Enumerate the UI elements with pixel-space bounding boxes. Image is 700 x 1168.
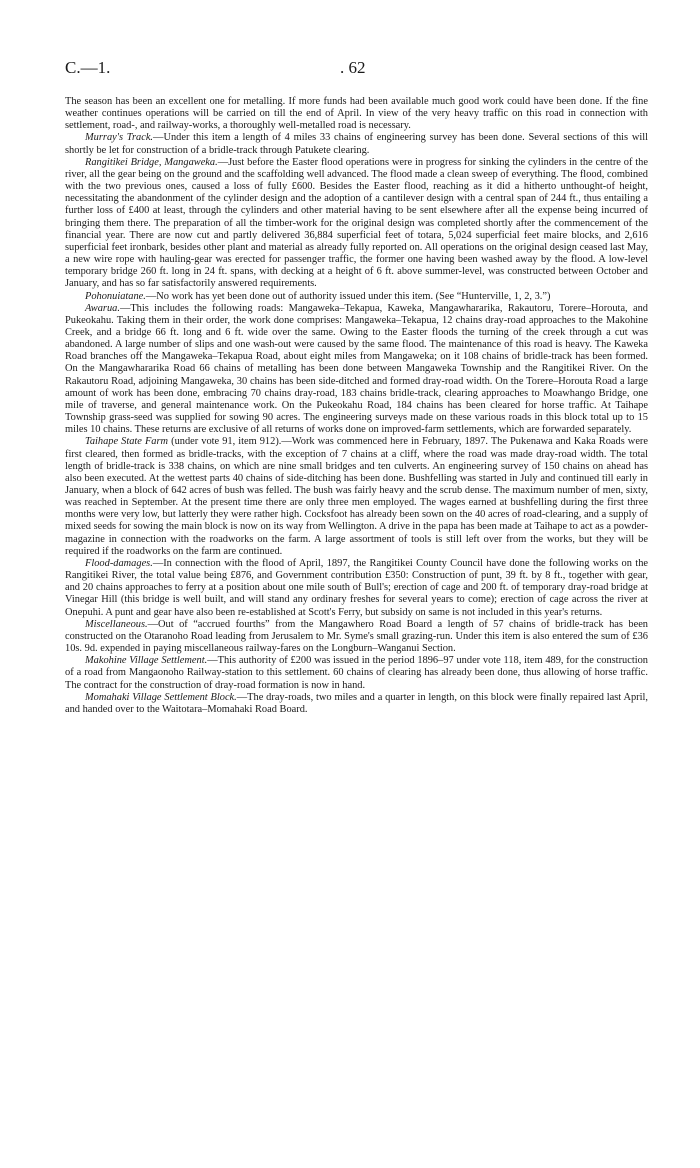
paragraph-awarua (65, 303, 648, 437)
paragraph-murrays-track (65, 132, 648, 156)
body-text (65, 96, 648, 716)
paragraph-flood-damages (65, 558, 648, 619)
page-number: . 62 (340, 58, 366, 77)
paragraph-text: —Just before the Easter flood operations were in progress for sinking the cylinders in the centre of the river, all the gear being on the ground and the scaffolding well advanced. The flood made a clean sweep of everything. The flood, combined with the two previous ones, caused a loss of fully £600. Besides the Easter flood, reaching as it did a hitherto unthought-of height, necessitating the abandonment of the cylinder design and the adoption of a cantilever design with a central span of 244 ft., thus entailing a further loss of £400 at least, through the cylinders and other material having to be sent elsewhere after all the expense being incurred of bringing them there. The preparation of all the timber-work for the original design was completed shortly after the commencement of the financial year. There are now cut and partly delivered 36,884 superficial feet of totara, 5,024 superficial feet maire blocks, and 2,616 superficial feet ironbark, besides other plant and material as already fully reported on. All operations on the original design ceased last May, a new wire rope with hauling-gear was erected for passenger traffic, the former one having been washed away by the flood. A low-level temporary bridge 260 ft. long in 24 ft. spans, with decking at a height of 6 ft. above summer-level, was constructed between October and January, and has so far satisfactorily answered requirements. (65, 156, 648, 290)
paragraph-pohonuiatane (65, 291, 648, 303)
paragraph-metalling (65, 96, 648, 132)
paragraph-title: Miscellaneous. (85, 618, 148, 630)
paragraph-text: —No work has yet been done out of authority issued under this item. (See “Hunterville, 1, 2, 3.”) (145, 290, 551, 302)
paragraph-text: (under vote 91, item 912).—Work was commenced here in February, 1897. The Pukenawa and Kaka Roads were first cleared, then formed as bridle-tracks, with the exception of 7 chains at a cliff, where the road was made dray-road width. The total length of bridle-track is 338 chains, on which are nine small bridges and ten culverts. An engineering survey of 150 chains on ahead has also been executed. At the wettest parts 40 chains of side-ditching has been done. Bushfelling was started in July and continued till early in January, when a block of 642 acres of bush was felled. The bush was fairly heavy and the scrub dense. The maximum number of men, sixty, was reached in September. At the present time there are only three men employed. The wages earned at bushfelling during the first three months were very low, but latterly they were rather high. Cocksfoot has already been sown on the 40 acres of road-clearing, and a supply of mixed seeds for sowing the main block is now on its way from Wellington. A drive in the papa has been made at Taihape to act as a powder-magazine in connection with the roadworks on the farm. A large assortment of tools is still left over from the works, but they will be required if the roadworks on the farm are continued. (65, 436, 648, 557)
paragraph-text: —In connection with the flood of April, 1897, the Rangitikei County Council have done the following works on the Rangitikei River, the total value being £876, and Government contribution £350: Construction of punt, 39 ft. by 8 ft., together with gear, and 20 chains approaches to ferry at a position about one mile south of Bull's; erection of cage and 200 ft. of temporary dray-road bridge at Vinegar Hill (this bridge is well built, and will stand any ordinary freshes for several years to come); erection of cage across the river at Onepuhi. A punt and gear have also been re-established at Scott's Ferry, but subsidy on same is not included in this year's returns. (65, 557, 648, 618)
paragraph-text: —Under this item a length of 4 miles 33 chains of engineering survey has been done. Several sections of this will shortly be let for construction of a bridle-track through Patukete clearing. (65, 132, 649, 156)
paragraph-text: —This includes the following roads: Mangaweka–Tekapua, Kaweka, Mangawhararika, Rakautoru, Torere–Horouta, and Pukeokahu. Taking them in their order, the work done comprises: Mangaweka–Tekapua, 12 chains dray-road approaches to the Makohine Creek, and a bridge 66 ft. long and 6 ft. wide over the same. Owing to the Easter floods the turning of the creek through a cut was abandoned. A large number of slips and one wash-out were caused by the same flood. The maintenance of this road is heavy. The Kaweka Road branches off the Mangaweka–Tekapua Road, about eight miles from Mangaweka; on it 108 chains of bridle-track has been formed. On the Mangawhararika Road 66 chains of metalling has been done between Mangaweka Township and the Rangitikei River. On the Rakautoru Road, adjoining Mangaweka, 30 chains has been side-ditched and formed dray-road width. On the Torere–Horouta Road a large amount of work has been done, embracing 70 chains dray-road, 183 chains bridle-track, clearing approaches to Moawhango Bridge, one mile of traverse, and general maintenance work. On the Pukeokahu Road, 184 chains has been cleared for horse traffic. At Taihape Township grass-seed was supplied for sowing 90 acres. The engineering surveys made on these various roads in this block total up to 15 miles 10 chains. These returns are exclusive of all returns of works done on improved-farm settlements, which are forwarded separately. (65, 302, 648, 436)
paragraph-miscellaneous (65, 619, 648, 655)
paragraph-title: Flood-damages. (85, 557, 153, 569)
paragraph-text: The season has been an excellent one for metalling. If more funds had been available much good work could have been done. If the fine weather continues operations will be carried on till the end of April. In view of the very heavy traffic on this road in connection with settlement, road-, and railway-works, a thoroughly well-metalled road is necessary. (65, 96, 648, 132)
paragraph-title: Murray's Track. (85, 132, 154, 144)
paragraph-momahaki-village (65, 692, 648, 716)
report-code: C.—1. (65, 58, 111, 77)
page-header (65, 58, 645, 82)
paragraph-title: Awarua. (85, 302, 120, 314)
paragraph-title: Rangitikei Bridge, Mangaweka. (85, 156, 218, 168)
paragraph-text: —The dray-roads, two miles and a quarter in length, on this block were finally repaired last April, and handed over to the Waitotara–Momahaki Road Board. (65, 691, 648, 715)
paragraph-rangitikei-bridge (65, 157, 648, 291)
paragraph-text: —Out of “accrued fourths” from the Mangawhero Road Board a length of 57 chains of bridle-track has been constructed on the Otaranoho Road leading from Jerusalem to Mr. Syme's small grazing-run. Under this item is also entered the sum of £36 10s. 9d. expended in paying miscellaneous railway-fares on the Longburn–Wanganui Section. (65, 618, 648, 655)
paragraph-title: Taihape State Farm (85, 436, 169, 448)
paragraph-taihape-state-farm (65, 436, 648, 558)
paragraph-title: Makohine Village Settlement. (85, 655, 208, 667)
paragraph-title: Momahaki Village Settlement Block. (85, 691, 237, 703)
paragraph-makohine-village (65, 655, 648, 691)
paragraph-title: Pohonuiatane. (85, 290, 146, 302)
paragraph-text: —This authority of £200 was issued in the period 1896–97 under vote 118, item 489, for the construction of a road from Mangaonoho Railway-station to this settlement. 60 chains of clearing has already been done, thus allowing of horse traffic. The contract for the construction of dray-road formation is now in hand. (65, 655, 648, 691)
